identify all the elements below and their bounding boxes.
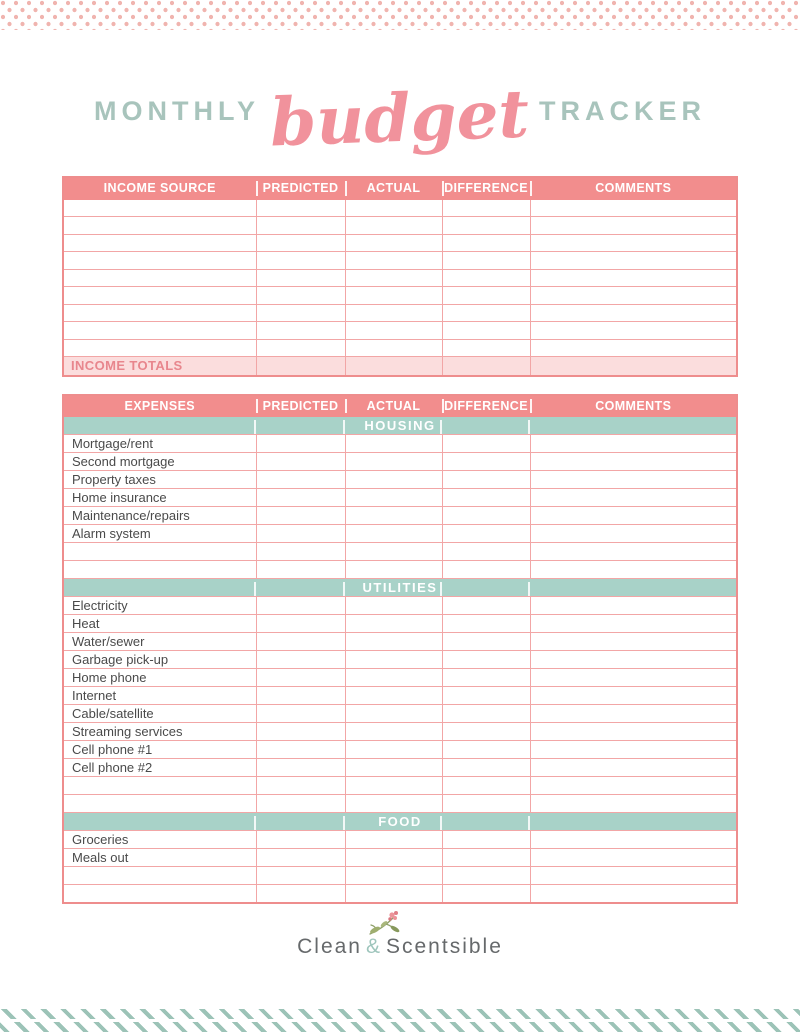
- expense-row: [63, 831, 737, 849]
- expense-label-cell: Internet: [63, 687, 256, 705]
- entry-cell: [345, 322, 442, 340]
- income-row: [63, 287, 737, 305]
- entry-cell: [530, 453, 737, 471]
- entry-cell: [345, 199, 442, 217]
- entry-cell: [530, 723, 737, 741]
- column-header-predicted: PREDICTED: [256, 395, 345, 417]
- income-table: [62, 176, 738, 377]
- expense-row: [63, 597, 737, 615]
- expense-label-cell: Cable/satellite: [63, 705, 256, 723]
- entry-cell: [345, 849, 442, 867]
- entry-cell: [345, 795, 442, 813]
- entry-cell: [442, 507, 530, 525]
- entry-cell: [442, 561, 530, 579]
- expense-label-cell: Second mortgage: [63, 453, 256, 471]
- expense-label-cell: Streaming services: [63, 723, 256, 741]
- expense-label-cell: Cell phone #2: [63, 759, 256, 777]
- expense-row: [63, 885, 737, 903]
- entry-cell: [345, 287, 442, 305]
- expense-label-cell: Cell phone #1: [63, 741, 256, 759]
- entry-cell: [442, 199, 530, 217]
- botanical-sprig-icon: [362, 909, 408, 937]
- entry-cell: [530, 741, 737, 759]
- entry-cell: [530, 339, 737, 357]
- entry-cell: [530, 304, 737, 322]
- entry-cell: [530, 234, 737, 252]
- entry-cell: [530, 287, 737, 305]
- income-row: [63, 322, 737, 340]
- expense-row: [63, 471, 737, 489]
- entry-cell: [442, 435, 530, 453]
- entry-cell: [442, 687, 530, 705]
- entry-cell: [530, 252, 737, 270]
- income-row: [63, 252, 737, 270]
- entry-cell: [442, 849, 530, 867]
- expense-row: [63, 525, 737, 543]
- entry-cell: [345, 507, 442, 525]
- income-totals-row: [63, 357, 737, 376]
- expense-label-cell: Home insurance: [63, 489, 256, 507]
- entry-cell: [345, 867, 442, 885]
- entry-cell: [256, 234, 345, 252]
- entry-cell: [256, 357, 345, 376]
- entry-cell: [256, 615, 345, 633]
- entry-cell: [345, 651, 442, 669]
- entry-cell: [256, 304, 345, 322]
- entry-cell: [345, 759, 442, 777]
- entry-cell: [256, 633, 345, 651]
- entry-cell: [442, 322, 530, 340]
- entry-cell: [442, 525, 530, 543]
- entry-cell: [530, 651, 737, 669]
- expense-label-cell: Water/sewer: [63, 633, 256, 651]
- expense-label-cell: Home phone: [63, 669, 256, 687]
- entry-cell: [530, 525, 737, 543]
- income-row: [63, 304, 737, 322]
- expense-table-body: [63, 417, 737, 903]
- expense-row: [63, 777, 737, 795]
- entry-cell: [530, 705, 737, 723]
- expense-row: [63, 849, 737, 867]
- section-header: FOOD: [63, 813, 737, 831]
- expense-row: [63, 759, 737, 777]
- entry-cell: [345, 217, 442, 235]
- entry-cell: [442, 597, 530, 615]
- entry-cell: [256, 453, 345, 471]
- income-row: [63, 339, 737, 357]
- title-budget: budget: [268, 74, 531, 162]
- entry-cell: [345, 525, 442, 543]
- entry-cell: [442, 651, 530, 669]
- expense-row: [63, 489, 737, 507]
- expense-label-cell: Groceries: [63, 831, 256, 849]
- entry-cell: [345, 304, 442, 322]
- entry-cell: [530, 777, 737, 795]
- expense-row: [63, 543, 737, 561]
- entry-cell: [345, 339, 442, 357]
- page-title: [0, 46, 800, 176]
- entry-cell: [63, 561, 256, 579]
- entry-cell: [256, 199, 345, 217]
- entry-cell: [345, 885, 442, 903]
- section-header-row: [63, 813, 737, 831]
- entry-cell: [345, 777, 442, 795]
- entry-cell: [345, 687, 442, 705]
- entry-cell: [256, 651, 345, 669]
- entry-cell: [530, 322, 737, 340]
- entry-cell: [63, 543, 256, 561]
- section-header-row: [63, 579, 737, 597]
- entry-cell: [530, 885, 737, 903]
- entry-cell: [442, 633, 530, 651]
- diagonal-stripe-band: [0, 1009, 800, 1035]
- entry-cell: [442, 723, 530, 741]
- expense-row: [63, 453, 737, 471]
- entry-cell: [442, 304, 530, 322]
- entry-cell: [345, 453, 442, 471]
- entry-cell: [63, 269, 256, 287]
- expense-label-cell: Alarm system: [63, 525, 256, 543]
- entry-cell: [63, 795, 256, 813]
- entry-cell: [256, 287, 345, 305]
- entry-cell: [442, 357, 530, 376]
- entry-cell: [442, 759, 530, 777]
- entry-cell: [63, 199, 256, 217]
- column-header-predicted: PREDICTED: [256, 177, 345, 199]
- entry-cell: [256, 777, 345, 795]
- section-header: UTILITIES: [63, 579, 737, 597]
- column-header-difference: DIFFERENCE: [442, 395, 530, 417]
- entry-cell: [63, 304, 256, 322]
- entry-cell: [530, 597, 737, 615]
- entry-cell: [256, 759, 345, 777]
- entry-cell: [442, 885, 530, 903]
- expense-label-cell: Meals out: [63, 849, 256, 867]
- title-tracker: TRACKER: [538, 95, 706, 126]
- entry-cell: [256, 217, 345, 235]
- entry-cell: [345, 615, 442, 633]
- income-row: [63, 234, 737, 252]
- column-header-income-source: INCOME SOURCE: [63, 177, 256, 199]
- entry-cell: [530, 867, 737, 885]
- column-header-comments: COMMENTS: [530, 177, 737, 199]
- entry-cell: [256, 543, 345, 561]
- expense-row: [63, 705, 737, 723]
- expense-row: [63, 687, 737, 705]
- expense-label-cell: Garbage pick-up: [63, 651, 256, 669]
- income-row: [63, 199, 737, 217]
- expense-row: [63, 741, 737, 759]
- column-header-comments: COMMENTS: [530, 395, 737, 417]
- entry-cell: [442, 489, 530, 507]
- expense-row: [63, 507, 737, 525]
- expense-row: [63, 651, 737, 669]
- expense-label-cell: Maintenance/repairs: [63, 507, 256, 525]
- column-header-actual: ACTUAL: [345, 395, 442, 417]
- entry-cell: [442, 252, 530, 270]
- entry-cell: [530, 357, 737, 376]
- entry-cell: [63, 867, 256, 885]
- entry-cell: [442, 831, 530, 849]
- income-header-row: [63, 177, 737, 199]
- expense-label-cell: Mortgage/rent: [63, 435, 256, 453]
- expense-label-cell: Electricity: [63, 597, 256, 615]
- entry-cell: [530, 615, 737, 633]
- entry-cell: [345, 357, 442, 376]
- expense-label-cell: Heat: [63, 615, 256, 633]
- entry-cell: [530, 795, 737, 813]
- entry-cell: [63, 339, 256, 357]
- entry-cell: [63, 217, 256, 235]
- entry-cell: [442, 217, 530, 235]
- entry-cell: [530, 759, 737, 777]
- brand-wordmark: [297, 935, 503, 959]
- title-monthly: MONTHLY: [94, 95, 261, 126]
- entry-cell: [256, 471, 345, 489]
- entry-cell: [345, 597, 442, 615]
- entry-cell: [530, 543, 737, 561]
- entry-cell: [530, 507, 737, 525]
- expense-header-row: [63, 395, 737, 417]
- entry-cell: [63, 287, 256, 305]
- entry-cell: [256, 867, 345, 885]
- polka-dot-band: [0, 0, 800, 30]
- entry-cell: [256, 885, 345, 903]
- entry-cell: [530, 849, 737, 867]
- income-totals-label: INCOME TOTALS: [63, 357, 256, 376]
- entry-cell: [63, 885, 256, 903]
- expense-row: [63, 723, 737, 741]
- entry-cell: [345, 269, 442, 287]
- expense-row: [63, 435, 737, 453]
- expense-row: [63, 669, 737, 687]
- expense-row: [63, 795, 737, 813]
- entry-cell: [256, 252, 345, 270]
- entry-cell: [256, 561, 345, 579]
- entry-cell: [256, 597, 345, 615]
- entry-cell: [63, 234, 256, 252]
- entry-cell: [256, 687, 345, 705]
- entry-cell: [256, 339, 345, 357]
- entry-cell: [530, 471, 737, 489]
- entry-cell: [442, 471, 530, 489]
- entry-cell: [256, 269, 345, 287]
- entry-cell: [345, 543, 442, 561]
- entry-cell: [63, 777, 256, 795]
- entry-cell: [345, 633, 442, 651]
- entry-cell: [442, 795, 530, 813]
- entry-cell: [530, 489, 737, 507]
- entry-cell: [442, 287, 530, 305]
- entry-cell: [530, 687, 737, 705]
- entry-cell: [530, 669, 737, 687]
- expense-row: [63, 615, 737, 633]
- entry-cell: [256, 741, 345, 759]
- column-header-actual: ACTUAL: [345, 177, 442, 199]
- income-row: [63, 217, 737, 235]
- expense-row: [63, 867, 737, 885]
- entry-cell: [442, 234, 530, 252]
- entry-cell: [442, 867, 530, 885]
- entry-cell: [256, 705, 345, 723]
- income-table-body: [63, 199, 737, 357]
- expense-row: [63, 561, 737, 579]
- entry-cell: [442, 339, 530, 357]
- section-header-row: [63, 417, 737, 435]
- entry-cell: [345, 669, 442, 687]
- column-header-difference: DIFFERENCE: [442, 177, 530, 199]
- entry-cell: [345, 435, 442, 453]
- entry-cell: [256, 322, 345, 340]
- entry-cell: [256, 831, 345, 849]
- entry-cell: [345, 252, 442, 270]
- entry-cell: [442, 615, 530, 633]
- expense-table: [62, 394, 738, 904]
- brand-first-word: Clean: [297, 934, 362, 958]
- entry-cell: [345, 561, 442, 579]
- entry-cell: [530, 831, 737, 849]
- entry-cell: [442, 741, 530, 759]
- brand-second-word: Scentsible: [386, 934, 503, 958]
- entry-cell: [345, 234, 442, 252]
- entry-cell: [345, 471, 442, 489]
- entry-cell: [256, 669, 345, 687]
- entry-cell: [345, 705, 442, 723]
- entry-cell: [442, 269, 530, 287]
- column-header-expenses: EXPENSES: [63, 395, 256, 417]
- entry-cell: [530, 217, 737, 235]
- entry-cell: [442, 543, 530, 561]
- entry-cell: [256, 723, 345, 741]
- entry-cell: [345, 723, 442, 741]
- entry-cell: [442, 669, 530, 687]
- entry-cell: [345, 831, 442, 849]
- expense-label-cell: Property taxes: [63, 471, 256, 489]
- entry-cell: [256, 435, 345, 453]
- entry-cell: [256, 507, 345, 525]
- footer-logo: [0, 909, 800, 959]
- brand-ampersand: &: [365, 934, 382, 958]
- entry-cell: [530, 435, 737, 453]
- income-row: [63, 269, 737, 287]
- entry-cell: [442, 705, 530, 723]
- section-header: HOUSING: [63, 417, 737, 435]
- entry-cell: [530, 633, 737, 651]
- entry-cell: [256, 849, 345, 867]
- entry-cell: [530, 561, 737, 579]
- entry-cell: [530, 199, 737, 217]
- entry-cell: [345, 741, 442, 759]
- entry-cell: [442, 777, 530, 795]
- expense-row: [63, 633, 737, 651]
- entry-cell: [442, 453, 530, 471]
- entry-cell: [256, 525, 345, 543]
- entry-cell: [256, 795, 345, 813]
- entry-cell: [256, 489, 345, 507]
- entry-cell: [345, 489, 442, 507]
- entry-cell: [63, 322, 256, 340]
- table-gap: [0, 377, 800, 394]
- entry-cell: [63, 252, 256, 270]
- entry-cell: [530, 269, 737, 287]
